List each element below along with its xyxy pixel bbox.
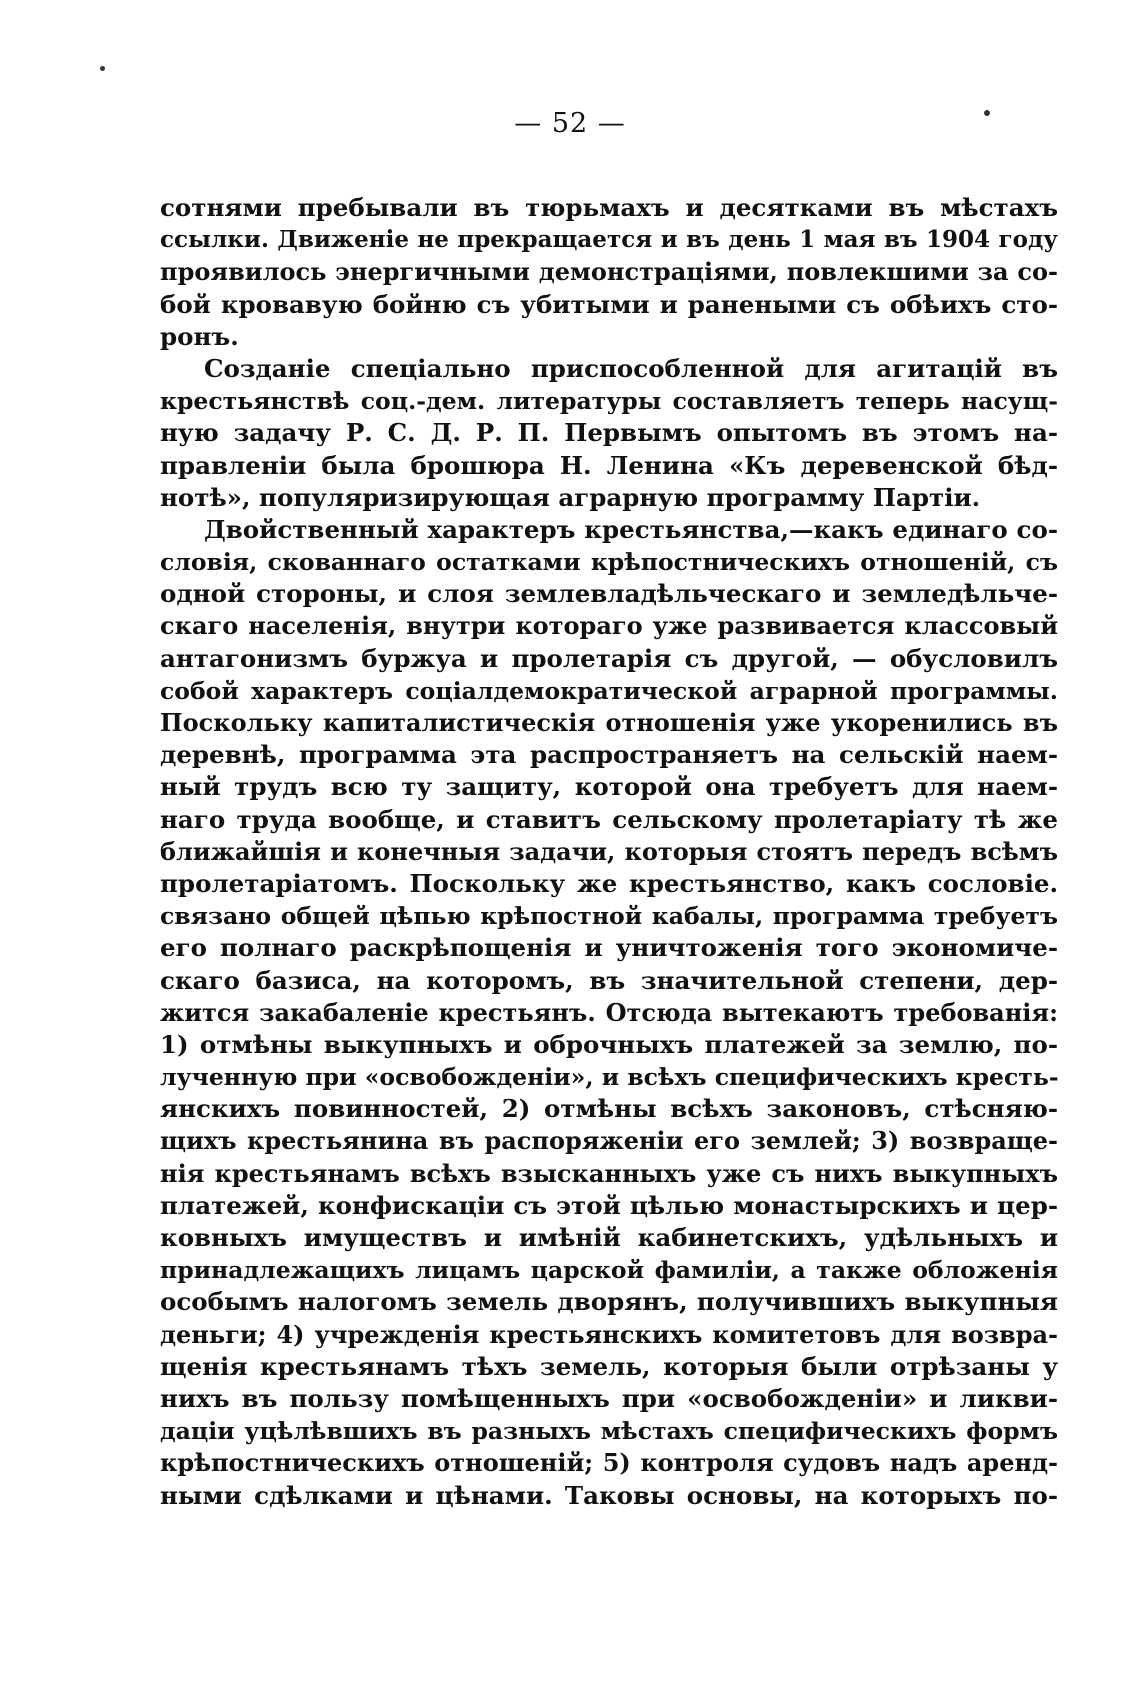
text-line: проявилось энергичными демонстраціями, повлекшими за со-: [160, 257, 1058, 287]
text-line: ковныхъ имуществъ и имѣній кабинетскихъ, удѣльныхъ и: [160, 1223, 1058, 1252]
text-line: ными сдѣлками и цѣнами. Таковы основы, на которыхъ по-: [160, 1480, 1058, 1510]
text-line: нія крестьянамъ всѣхъ взысканныхъ уже съ нихъ выкупныхъ: [160, 1158, 1058, 1188]
text-line: сотнями пребывали въ тюрьмахъ и десятками въ мѣстахъ: [160, 193, 1058, 222]
text-line: бой кровавую бойню съ убитыми и ранеными съ обѣихъ сто-: [160, 289, 1058, 319]
text-line: ный трудъ всю ту защиту, которой она требуетъ для наем-: [160, 772, 1058, 802]
text-line: янскихъ повинностей, 2) отмѣны всѣхъ законовъ, стѣсняю-: [160, 1094, 1058, 1124]
text-line: правленіи была брошюра Н. Ленина «Къ деревенской бѣд-: [160, 450, 1058, 480]
text-line: деревнѣ, программа эта распространяетъ на сельскій наем-: [160, 740, 1058, 770]
text-line: антагонизмъ буржуа и пролетарія съ другой, — обусловилъ: [160, 643, 1058, 673]
text-line: щихъ крестьянина въ распоряженіи его землей; 3) возвраще-: [160, 1126, 1058, 1156]
body-text: [160, 192, 1058, 1512]
text-line: словія, скованнаго остатками крѣпостническихъ отношеній, съ: [160, 548, 1058, 577]
text-line: ную задачу Р. С. Д. Р. П. Первымъ опытомъ въ этомъ на-: [160, 418, 1058, 448]
text-line: его полнаго раскрѣпощенія и уничтоженія того экономиче-: [160, 933, 1058, 963]
paragraph-start-line: Созданіе спеціально приспособленной для агитацій въ: [204, 353, 1058, 383]
text-line: 1) отмѣны выкупныхъ и оброчныхъ платежей за землю, по-: [160, 1029, 1058, 1059]
text-line: нотѣ», популяризирующая аграрную программу Партіи.: [160, 482, 981, 512]
text-line: особымъ налогомъ земель дворянъ, получившихъ выкупныя: [160, 1287, 1058, 1317]
text-line: ссылки. Движеніе не прекращается и въ день 1 мая въ 1904 году: [160, 226, 1058, 254]
text-line: скаго населенія, внутри котораго уже развивается классовый: [160, 611, 1058, 641]
text-line: одной стороны, и слоя землевладѣльческаго и земледѣльче-: [160, 579, 1058, 609]
text-line: лученную при «освобожденіи», и всѣхъ специфическихъ кресть-: [160, 1063, 1059, 1092]
text-line: даціи уцѣлѣвшихъ въ разныхъ мѣстахъ специфическихъ формъ: [160, 1417, 1058, 1446]
text-line: собой характеръ соціалдемократической аграрной программы.: [160, 676, 1058, 705]
text-line: нихъ въ пользу помѣщенныхъ при «освобожденіи» и ликви-: [160, 1383, 1058, 1413]
text-line: ронъ.: [160, 321, 239, 351]
text-line: платежей, конфискаціи съ этой цѣлью монастырскихъ и цер-: [160, 1190, 1058, 1220]
text-line: Поскольку капиталистическія отношенія уже укоренились въ: [160, 708, 1058, 737]
text-line: жится закабаленіе крестьянъ. Отсюда вытекаютъ требованія:: [160, 997, 1058, 1027]
text-line: наго труда вообще, и ставитъ сельскому пролетаріату тѣ же: [160, 804, 1058, 834]
text-line: ближайшія и конечныя задачи, которыя стоятъ передъ всѣмъ: [160, 836, 1058, 866]
text-line: крестьянствѣ соц.-дем. литературы составляетъ теперь насущ-: [160, 387, 1058, 416]
text-line: принадлежащихъ лицамъ царской фамиліи, а также обложенія: [160, 1256, 1058, 1285]
page-number: — 52 —: [514, 108, 626, 139]
text-line: связано общей цѣпью крѣпостной кабалы, программа требуетъ: [160, 902, 1058, 931]
text-line: деньги; 4) учрежденія крестьянскихъ комитетовъ для возвра-: [160, 1319, 1058, 1349]
print-speck: [100, 66, 105, 71]
text-line: пролетаріатомъ. Поскольку же крестьянство, какъ сословіе.: [160, 868, 1058, 898]
paragraph-start-line: Двойственный характеръ крестьянства,—какъ единаго со-: [204, 514, 1058, 544]
text-line: крѣпостническихъ отношеній; 5) контроля судовъ надъ аренд-: [160, 1448, 1058, 1478]
text-line: щенія крестьянамъ тѣхъ земель, которыя были отрѣзаны у: [160, 1351, 1058, 1381]
text-line: скаго базиса, на которомъ, въ значительной степени, дер-: [160, 965, 1058, 995]
